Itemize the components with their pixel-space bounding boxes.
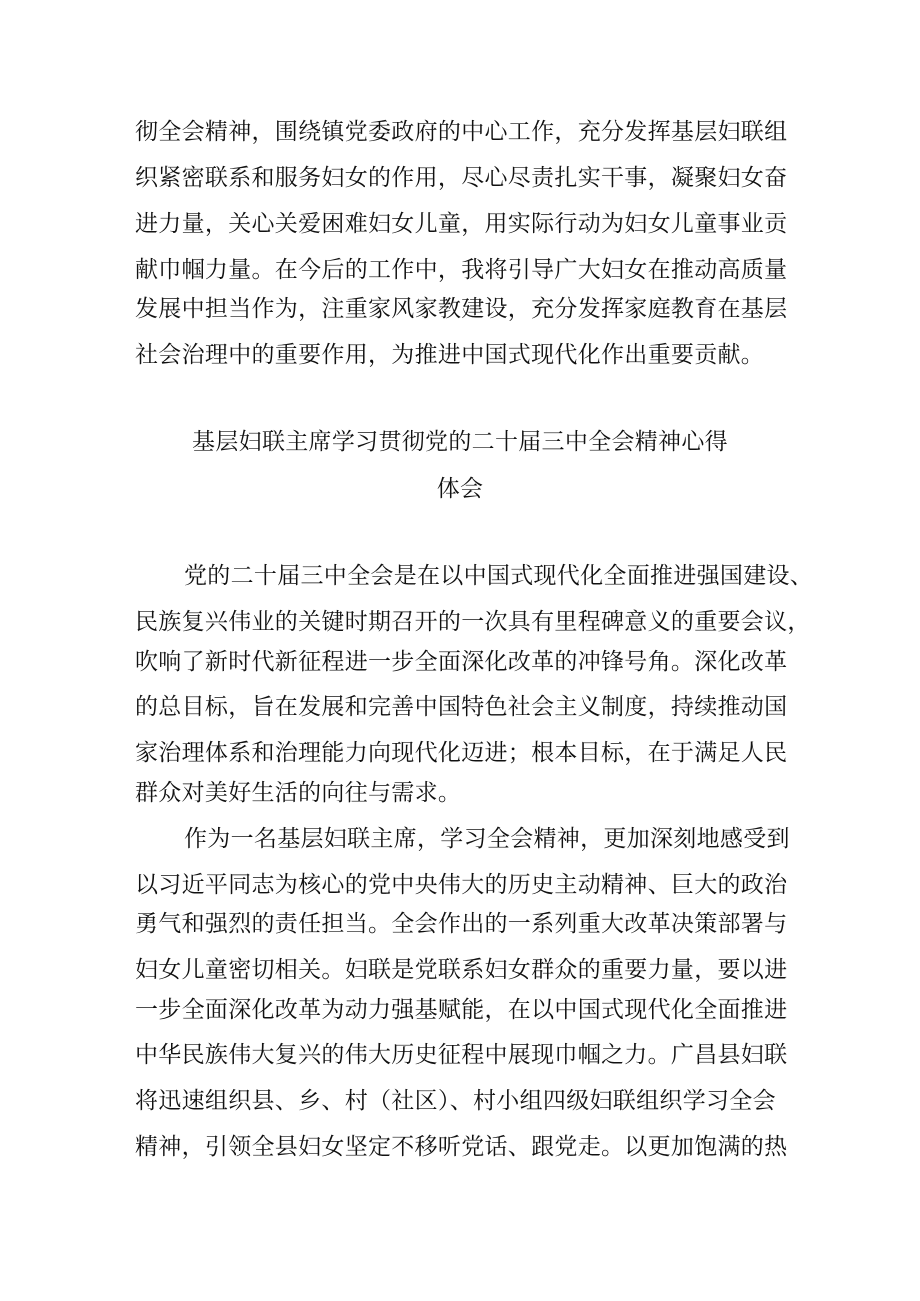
intro-line-6: 社会治理中的重要作用，为推进中国式现代化作出重要贡献。 [135, 342, 765, 368]
intro-line-1: 彻全会精神，围绕镇党委政府的中心工作，充分发挥基层妇联组 [135, 119, 788, 145]
section-title-line-1: 基层妇联主席学习贯彻党的二十届三中全会精神心得 [192, 429, 728, 455]
paragraph-1-line-1: 党的二十届三中全会是在以中国式现代化全面推进强国建设、 [184, 563, 814, 589]
paragraph-1-line-2: 民族复兴伟业的关键时期召开的一次具有里程碑意义的重要会议， [135, 609, 811, 635]
paragraph-2-line-3: 勇气和强烈的责任担当。全会作出的一系列重大改革决策部署与 [135, 911, 788, 937]
paragraph-2-line-7: 将迅速组织县、乡、村（社区）、村小组四级妇联组织学习全会 [135, 1088, 776, 1114]
paragraph-2-line-5: 一步全面深化改革为动力强基赋能，在以中国式现代化全面推进 [135, 997, 788, 1023]
section-title-line-2: 体会 [436, 476, 484, 502]
paragraph-2-line-2: 以习近平同志为核心的党中央伟大的历史主动精神、巨大的政治 [135, 872, 788, 898]
paragraph-1-line-5: 家治理体系和治理能力向现代化迈进；根本目标，在于满足人民 [135, 740, 788, 766]
intro-line-5: 发展中担当作为，注重家风家教建设，充分发挥家庭教育在基层 [135, 296, 788, 322]
paragraph-1-line-3: 吹响了新时代新征程进一步全面深化改革的冲锋号角。深化改革 [135, 649, 788, 675]
paragraph-1-line-4: 的总目标，旨在发展和完善中国特色社会主义制度，持续推动国 [135, 694, 788, 720]
intro-line-3: 进力量，关心关爱困难妇女儿童，用实际行动为妇女儿童事业贡 [135, 211, 788, 237]
paragraph-2-line-8: 精神，引领全县妇女坚定不移听党话、跟党走。以更加饱满的热 [135, 1134, 788, 1160]
paragraph-2-line-4: 妇女儿童密切相关。妇联是党联系妇女群众的重要力量，要以进 [135, 957, 788, 983]
paragraph-2-line-1: 作为一名基层妇联主席，学习全会精神，更加深刻地感受到 [184, 826, 790, 852]
paragraph-2-line-6: 中华民族伟大复兴的伟大历史征程中展现巾帼之力。广昌县妇联 [135, 1042, 788, 1068]
paragraph-1-line-6: 群众对美好生活的向往与需求。 [135, 780, 462, 806]
intro-line-2: 织紧密联系和服务妇女的作用，尽心尽责扎实干事，凝聚妇女奋 [135, 165, 788, 191]
intro-line-4: 献巾帼力量。在今后的工作中，我将引导广大妇女在推动高质量 [135, 257, 788, 283]
